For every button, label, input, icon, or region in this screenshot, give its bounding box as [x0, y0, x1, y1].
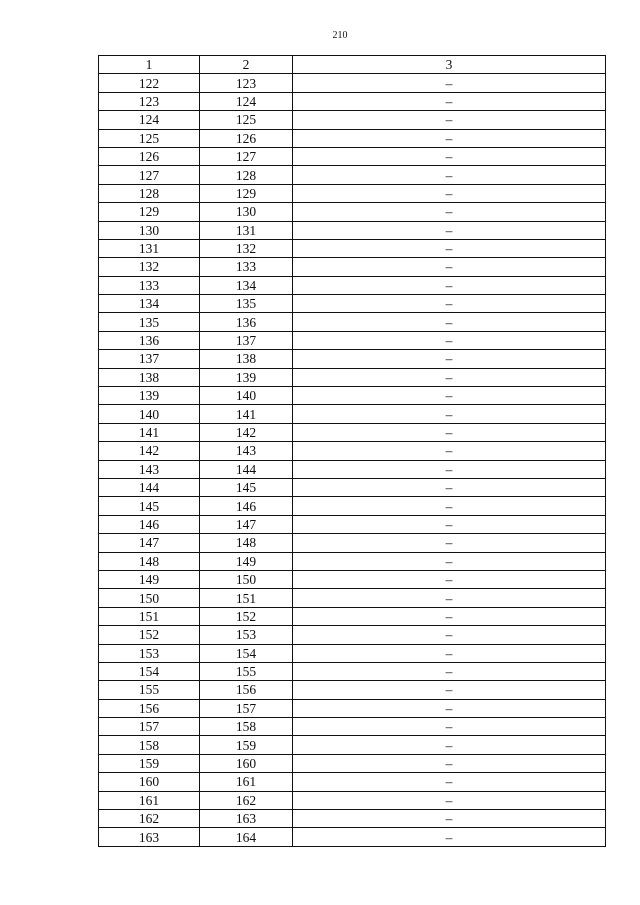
- table-cell-col2: 146: [200, 497, 293, 515]
- table-cell-col1: 127: [99, 166, 200, 184]
- table-row: [99, 718, 606, 736]
- table-cell-col2: 128: [200, 166, 293, 184]
- table-cell-col2: 139: [200, 368, 293, 386]
- table-cell-col1: 144: [99, 478, 200, 496]
- table-cell-col3: –: [293, 147, 606, 165]
- table-row: [99, 644, 606, 662]
- page-number: 210: [332, 30, 348, 41]
- table-cell-col3: –: [293, 570, 606, 588]
- table-cell-col3: –: [293, 736, 606, 754]
- table-cell-col1: 147: [99, 534, 200, 552]
- table-cell-col1: 133: [99, 276, 200, 294]
- table-cell-col3: –: [293, 791, 606, 809]
- table-row: [99, 166, 606, 184]
- table-cell-col3: –: [293, 718, 606, 736]
- table-cell-col2: 125: [200, 111, 293, 129]
- table-row: [99, 442, 606, 460]
- table-row: [99, 810, 606, 828]
- table-cell-col2: 142: [200, 423, 293, 441]
- table-row: [99, 791, 606, 809]
- table-cell-col2: 132: [200, 239, 293, 257]
- table-cell-col1: 135: [99, 313, 200, 331]
- table-cell-col2: 140: [200, 387, 293, 405]
- table-row: [99, 203, 606, 221]
- table-row: [99, 387, 606, 405]
- table-cell-col3: –: [293, 626, 606, 644]
- table-cell-col1: 160: [99, 773, 200, 791]
- table-cell-col3: –: [293, 681, 606, 699]
- table-cell-col1: 140: [99, 405, 200, 423]
- table-cell-col2: 161: [200, 773, 293, 791]
- table-cell-col2: 151: [200, 589, 293, 607]
- table-cell-col2: 137: [200, 331, 293, 349]
- table-cell-col1: 129: [99, 203, 200, 221]
- table-cell-col2: 162: [200, 791, 293, 809]
- table-row: [99, 515, 606, 533]
- table-row: [99, 184, 606, 202]
- table-cell-col3: –: [293, 552, 606, 570]
- table-row: [99, 570, 606, 588]
- table-cell-col2: 141: [200, 405, 293, 423]
- table-cell-col3: –: [293, 129, 606, 147]
- table-cell-col1: 131: [99, 239, 200, 257]
- table-cell-col1: 154: [99, 662, 200, 680]
- table-cell-col3: –: [293, 203, 606, 221]
- table-cell-col2: 127: [200, 147, 293, 165]
- table-row: [99, 626, 606, 644]
- table-cell-col3: –: [293, 405, 606, 423]
- table-row: [99, 699, 606, 717]
- table-row: [99, 313, 606, 331]
- table-cell-col1: 159: [99, 754, 200, 772]
- table-cell-col3: –: [293, 166, 606, 184]
- table-row: [99, 258, 606, 276]
- table-row: [99, 368, 606, 386]
- table-cell-col2: 130: [200, 203, 293, 221]
- table-cell-col3: –: [293, 295, 606, 313]
- table-cell-col1: 124: [99, 111, 200, 129]
- table-body: [99, 74, 606, 846]
- table-row: [99, 111, 606, 129]
- table-cell-col3: –: [293, 276, 606, 294]
- column-header-3: 3: [293, 56, 606, 74]
- table-cell-col3: –: [293, 460, 606, 478]
- table-cell-col3: –: [293, 515, 606, 533]
- table-cell-col1: 143: [99, 460, 200, 478]
- table-row: [99, 681, 606, 699]
- table-cell-col2: 134: [200, 276, 293, 294]
- table-cell-col2: 124: [200, 92, 293, 110]
- table-cell-col2: 131: [200, 221, 293, 239]
- table-row: [99, 405, 606, 423]
- table-cell-col1: 163: [99, 828, 200, 846]
- table-cell-col3: –: [293, 239, 606, 257]
- table-cell-col2: 153: [200, 626, 293, 644]
- table-cell-col1: 152: [99, 626, 200, 644]
- table-cell-col2: 163: [200, 810, 293, 828]
- table-row: [99, 552, 606, 570]
- table-cell-col2: 149: [200, 552, 293, 570]
- table-cell-col3: –: [293, 313, 606, 331]
- table-cell-col1: 156: [99, 699, 200, 717]
- table-cell-col3: –: [293, 534, 606, 552]
- table-cell-col3: –: [293, 111, 606, 129]
- data-table: [98, 55, 606, 847]
- table-cell-col1: 149: [99, 570, 200, 588]
- table-cell-col2: 136: [200, 313, 293, 331]
- table-cell-col3: –: [293, 184, 606, 202]
- table-cell-col1: 138: [99, 368, 200, 386]
- table-cell-col1: 155: [99, 681, 200, 699]
- table-cell-col1: 137: [99, 350, 200, 368]
- table-row: [99, 221, 606, 239]
- table-cell-col3: –: [293, 754, 606, 772]
- table-row: [99, 92, 606, 110]
- table-cell-col3: –: [293, 478, 606, 496]
- table-row: [99, 589, 606, 607]
- table-row: [99, 295, 606, 313]
- header-row: [99, 56, 606, 74]
- table-row: [99, 460, 606, 478]
- table-row: [99, 276, 606, 294]
- table-header: [99, 56, 606, 74]
- table-cell-col3: –: [293, 828, 606, 846]
- table-row: [99, 736, 606, 754]
- table-cell-col2: 155: [200, 662, 293, 680]
- table-row: [99, 773, 606, 791]
- column-header-1: 1: [99, 56, 200, 74]
- table-cell-col3: –: [293, 607, 606, 625]
- table-row: [99, 350, 606, 368]
- table-cell-col3: –: [293, 773, 606, 791]
- table-cell-col3: –: [293, 644, 606, 662]
- table-cell-col1: 136: [99, 331, 200, 349]
- table-cell-col1: 122: [99, 74, 200, 92]
- table-cell-col1: 141: [99, 423, 200, 441]
- table-cell-col3: –: [293, 258, 606, 276]
- table-cell-col2: 164: [200, 828, 293, 846]
- table-cell-col2: 138: [200, 350, 293, 368]
- table-cell-col2: 126: [200, 129, 293, 147]
- table-cell-col2: 145: [200, 478, 293, 496]
- table-row: [99, 239, 606, 257]
- table-row: [99, 828, 606, 846]
- table-cell-col1: 139: [99, 387, 200, 405]
- table-cell-col1: 145: [99, 497, 200, 515]
- table-cell-col3: –: [293, 497, 606, 515]
- table-row: [99, 147, 606, 165]
- table-cell-col3: –: [293, 350, 606, 368]
- table-cell-col1: 158: [99, 736, 200, 754]
- table-row: [99, 497, 606, 515]
- table-cell-col1: 161: [99, 791, 200, 809]
- table-cell-col3: –: [293, 589, 606, 607]
- table-cell-col1: 134: [99, 295, 200, 313]
- table-cell-col2: 160: [200, 754, 293, 772]
- table-cell-col2: 154: [200, 644, 293, 662]
- table-cell-col3: –: [293, 442, 606, 460]
- table-cell-col3: –: [293, 423, 606, 441]
- table-row: [99, 331, 606, 349]
- table-cell-col2: 133: [200, 258, 293, 276]
- table-cell-col1: 148: [99, 552, 200, 570]
- column-header-2: 2: [200, 56, 293, 74]
- table-cell-col1: 150: [99, 589, 200, 607]
- table-cell-col1: 157: [99, 718, 200, 736]
- table-cell-col2: 135: [200, 295, 293, 313]
- table-cell-col3: –: [293, 699, 606, 717]
- table-cell-col2: 152: [200, 607, 293, 625]
- table-row: [99, 478, 606, 496]
- table-cell-col2: 144: [200, 460, 293, 478]
- table-row: [99, 754, 606, 772]
- table-row: [99, 423, 606, 441]
- table-cell-col3: –: [293, 387, 606, 405]
- table-cell-col2: 143: [200, 442, 293, 460]
- table-row: [99, 607, 606, 625]
- table-cell-col3: –: [293, 74, 606, 92]
- table-cell-col3: –: [293, 331, 606, 349]
- table-cell-col3: –: [293, 368, 606, 386]
- table-row: [99, 534, 606, 552]
- table-cell-col2: 148: [200, 534, 293, 552]
- table-cell-col2: 157: [200, 699, 293, 717]
- table-cell-col1: 128: [99, 184, 200, 202]
- table-cell-col3: –: [293, 221, 606, 239]
- table-cell-col1: 151: [99, 607, 200, 625]
- table-cell-col2: 123: [200, 74, 293, 92]
- table-cell-col1: 123: [99, 92, 200, 110]
- table-cell-col1: 132: [99, 258, 200, 276]
- table-cell-col1: 162: [99, 810, 200, 828]
- table-cell-col2: 158: [200, 718, 293, 736]
- table-cell-col2: 129: [200, 184, 293, 202]
- table-cell-col1: 153: [99, 644, 200, 662]
- table-cell-col2: 150: [200, 570, 293, 588]
- table-cell-col2: 156: [200, 681, 293, 699]
- table-row: [99, 129, 606, 147]
- table-cell-col3: –: [293, 662, 606, 680]
- table-cell-col1: 146: [99, 515, 200, 533]
- table-cell-col1: 126: [99, 147, 200, 165]
- table-row: [99, 662, 606, 680]
- table-cell-col1: 142: [99, 442, 200, 460]
- table-cell-col2: 159: [200, 736, 293, 754]
- table-cell-col1: 130: [99, 221, 200, 239]
- table-cell-col3: –: [293, 810, 606, 828]
- table-cell-col1: 125: [99, 129, 200, 147]
- table-cell-col2: 147: [200, 515, 293, 533]
- table-cell-col3: –: [293, 92, 606, 110]
- table-row: [99, 74, 606, 92]
